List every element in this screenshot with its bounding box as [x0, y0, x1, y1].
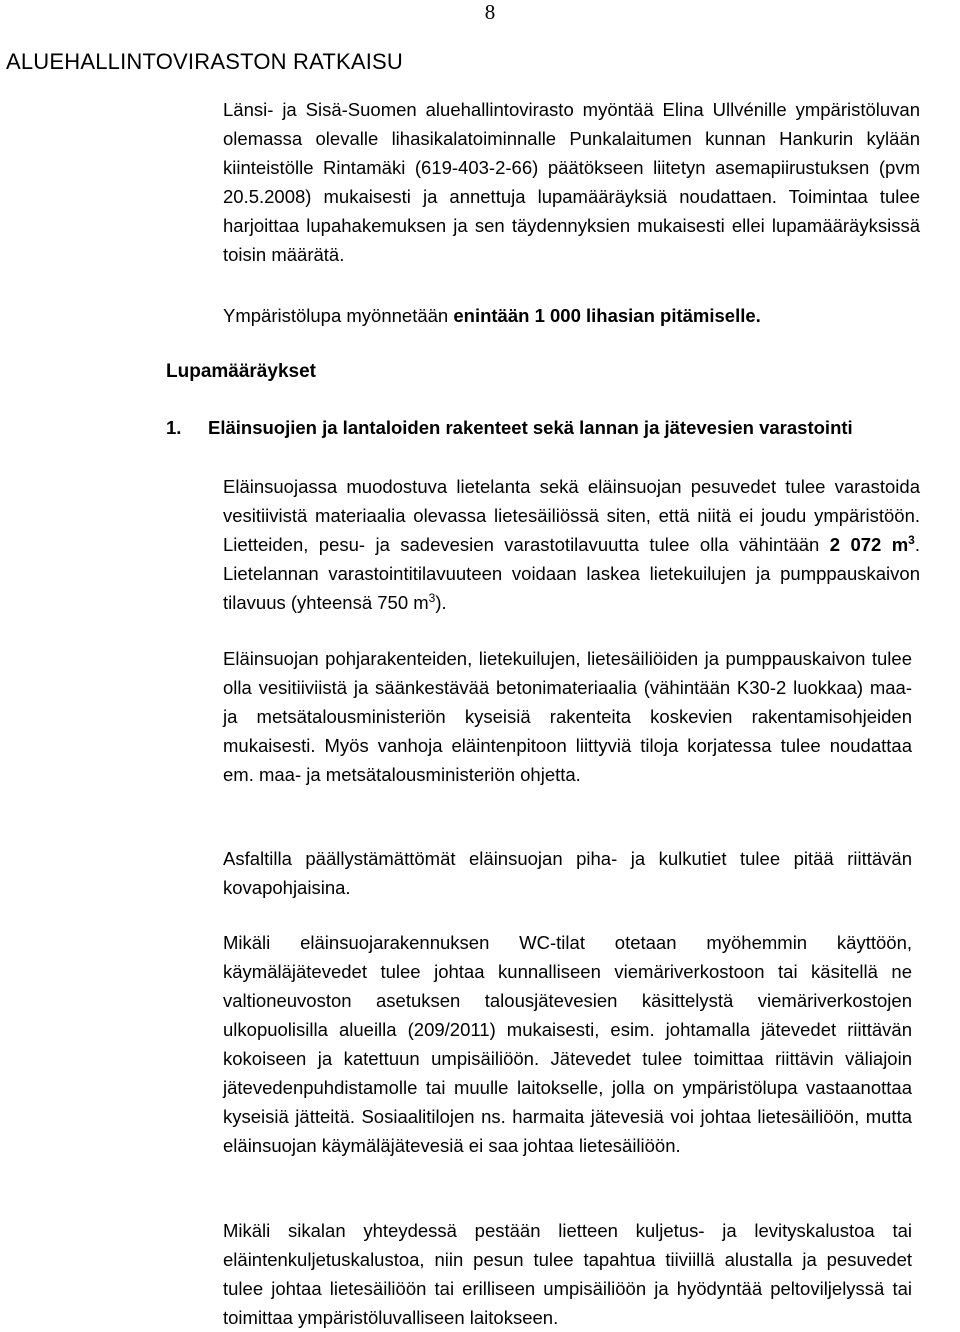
paragraph-washing: Mikäli sikalan yhteydessä pestään lietteen kuljetus- ja levityskalustoa tai eläintenkuljetuskalustoa, niin pesun tulee tapahtua tiiviillä alustalla ja pesuvedet tulee johtaa lietesäiliöön tai erilliseen umpisäiliöön ja hyödyntää peltoviljelyssä tai toimittaa ympäristöluvalliseen laitokseen. [223, 1220, 912, 1328]
paragraph-slurry-storage [223, 472, 920, 617]
p1-text-b: . Lietelannan varastointitilavuuteen voidaan laskea lietekuilujen ja pumppauskaivon tilavuus (yhteensä 750 m [223, 534, 920, 613]
paragraph-structures: Eläinsuojan pohjarakenteiden, lietekuilujen, lietesäiliöiden ja pumppauskaivon tulee olla vesitiiviistä ja säänkestävää betonimateriaalia (vähintään K30-2 luokkaa) maa- ja metsätalousministeriön kyseisiä rakenteita koskevien rakentamisohjeiden mukaisesti. Myös vanhoja eläintenpitoon liittyviä tiloja korjatessa tulee noudattaa em. maa- ja metsätalousministeriön ohjetta. [223, 648, 912, 785]
paragraph-wastewater: Mikäli eläinsuojarakennuksen WC-tilat otetaan myöhemmin käyttöön, käymäläjätevedet tulee johtaa kunnalliseen viemäriverkostoon tai käsitellä ne valtioneuvoston asetuksen talousjätevesien käsittelystä viemäriverkostojen ulkopuolisilla alueilla (209/2011) mukaisesti, esim. johtamalla jätevedet riittävän kokoiseen ja katettuun umpisäiliöön. Jätevedet tulee toimittaa riittävin väliajoin jätevedenpuhdistamolle tai muulle laitokselle, jolla on ympäristölupa vastaanottaa kyseisiä jätteitä. Sosiaalitilojen ns. harmaita jätevesiä voi johtaa lietesäiliöön, mutta eläinsuojan käymäläjätevesiä ei saa johtaa lietesäiliöön. [223, 932, 912, 1156]
decision-heading: ALUEHALLINTOVIRASTON RATKAISU [6, 49, 404, 74]
item-title [166, 414, 853, 442]
p1-sup2: 3 [428, 590, 436, 605]
section-heading: Lupamääräykset [166, 361, 316, 382]
paragraph-yard-roads: Asfaltilla päällystämättömät eläinsuojan piha- ja kulkutiet tulee pitää riittävän kovapohjaisina. [223, 848, 912, 898]
decision-prefix: Ympäristölupa myönnetään [223, 305, 454, 326]
intro-paragraph: Länsi- ja Sisä-Suomen aluehallintovirasto myöntää Elina Ullvénille ympäristöluvan olemassa olevalle lihasikalatoiminnalle Punkalaitumen kunnan Hankurin kylään kiinteistölle Rintamäki (619-403-2-66) päätökseen liitetyn asemapiirustuksen (pvm 20.5.2008) mukaisesti ja annettuja lupamääräyksiä noudattaen. Toimintaa tulee harjoittaa lupahakemuksen ja sen täydennyksien mukaisesti ellei lupamääräyksissä toisin määrätä. [223, 99, 920, 265]
item-title-text: Eläinsuojien ja lantaloiden rakenteet sekä lannan ja jätevesien varastointi [208, 417, 853, 438]
page-number: 8 [484, 0, 496, 24]
decision-bold: enintään 1 000 lihasian pitämiselle. [453, 305, 761, 326]
p1-text-a: Eläinsuojassa muodostuva lietelanta sekä eläinsuojan pesuvedet tulee varastoida vesitiivistä materiaalia olevassa lietesäiliössä siten, että niitä ei joudu ympäristöön. Lietteiden, pesu- ja sadevesien varastotilavuutta tulee olla vähintään [223, 476, 920, 555]
item-number: 1. [166, 417, 182, 438]
decision-statement [223, 301, 920, 330]
p1-volume-sup: 3 [908, 532, 915, 547]
p1-volume [830, 534, 915, 555]
p1-volume-value: 2 072 m [829, 534, 909, 555]
p1-text-c: ). [435, 592, 447, 613]
